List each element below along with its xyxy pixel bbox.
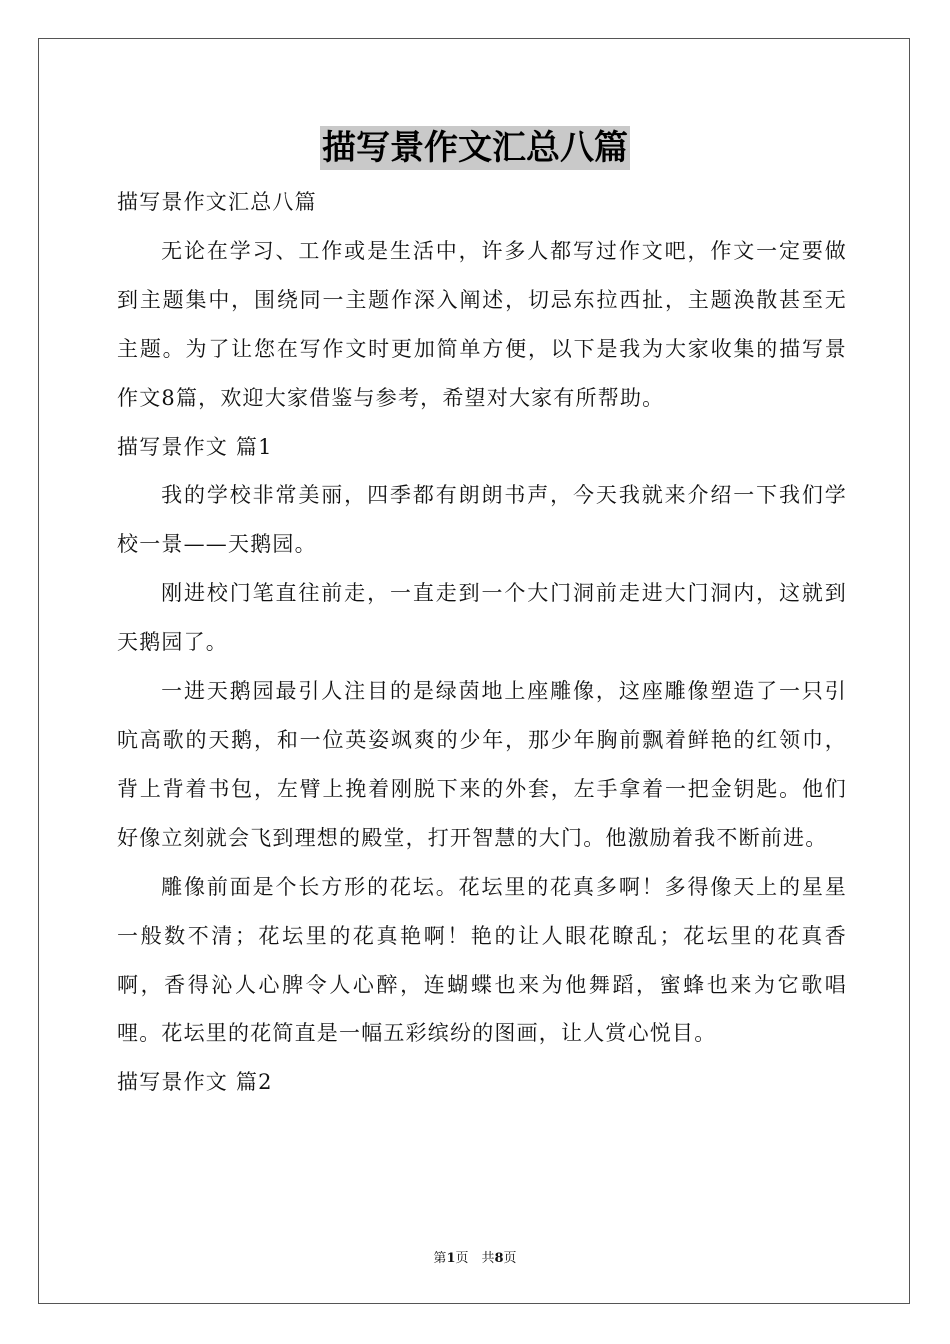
section-heading-2: 描写景作文 篇2 xyxy=(117,1070,273,1095)
section-heading-1: 描写景作文 篇1 xyxy=(117,434,273,459)
footer-mid: 页 共 xyxy=(455,1251,495,1266)
footer-page-total: 8 xyxy=(494,1251,504,1266)
paragraph: 雕像前面是个长方形的花坛。花坛里的花真多啊！多得像天上的星星一般数不清；花坛里的花真艳啊！艳的让人眼花瞭乱；花坛里的花真香啊，香得沁人心脾令人心醉，连蝴蝶也来为他舞蹈，蜜蜂也来为它歌唱哩。花坛里的花简直是一幅五彩缤纷的图画，让人赏心悦目。 xyxy=(117,874,847,1046)
title-container xyxy=(0,126,950,170)
subtitle: 描写景作文汇总八篇 xyxy=(117,190,317,214)
paragraph: 一进天鹅园最引人注目的是绿茵地上座雕像，这座雕像塑造了一只引吭高歌的天鹅，和一位英姿飒爽的少年，那少年胸前飘着鲜艳的红领巾，背上背着书包，左臂上挽着刚脱下来的外套，左手拿着一把金钥匙。他们好像立刻就会飞到理想的殿堂，打开智慧的大门。他激励着我不断前进。 xyxy=(117,679,847,850)
paragraph-intro: 无论在学习、工作或是生活中，许多人都写过作文吧，作文一定要做到主题集中，围绕同一主题作深入阐述，切忌东拉西扯，主题涣散甚至无主题。为了让您在写作文时更加简单方便，以下是我为大家收集的描写景作文8篇，欢迎大家借鉴与参考，希望对大家有所帮助。 xyxy=(117,238,847,410)
page-footer xyxy=(0,1247,950,1266)
footer-suffix: 页 xyxy=(503,1251,517,1266)
footer-page-current: 1 xyxy=(446,1251,456,1266)
footer-prefix: 第 xyxy=(433,1251,447,1266)
document-body xyxy=(117,178,847,1107)
paragraph: 刚进校门笔直往前走，一直走到一个大门洞前走进大门洞内，这就到天鹅园了。 xyxy=(117,581,847,655)
paragraph: 我的学校非常美丽，四季都有朗朗书声，今天我就来介绍一下我们学校一景——天鹅园。 xyxy=(117,483,847,557)
document-title: 描写景作文汇总八篇 xyxy=(322,128,628,168)
